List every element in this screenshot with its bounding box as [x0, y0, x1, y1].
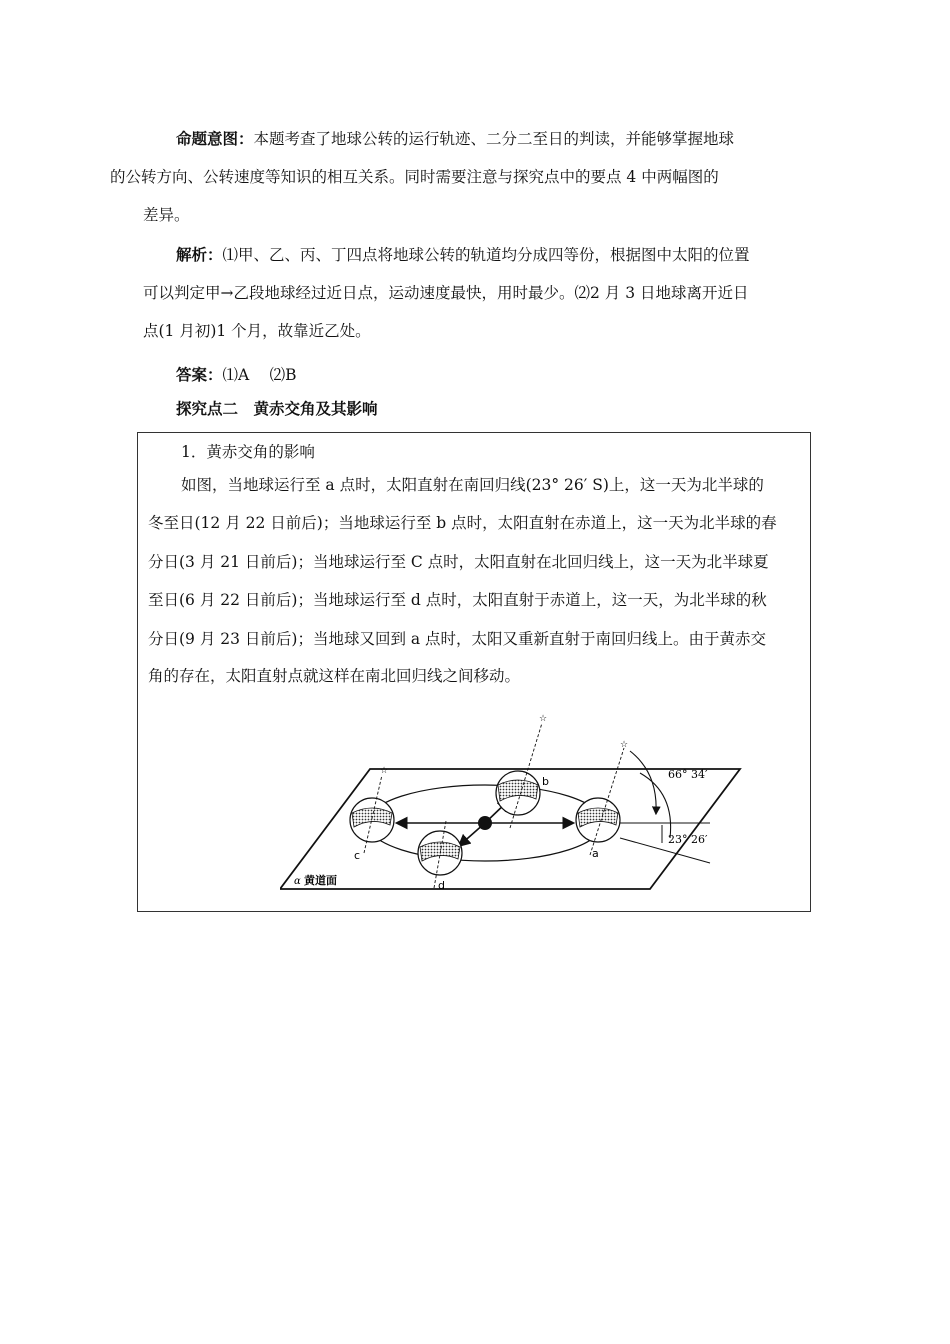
box-line-3: 分日(3 月 21 日前后)；当地球运行至 C 点时，太阳直射在北回归线上，这一天为北半球夏 [148, 553, 769, 571]
intent-label: 命题意图： [176, 130, 254, 148]
answer-line [143, 356, 808, 394]
plane-label: 黄道面 [304, 874, 337, 887]
intent-paragraph [110, 120, 808, 234]
box-line-5: 分日(9 月 23 日前后)；当地球又回到 a 点时，太阳又重新直射于南回归线上。由于黄赤交 [148, 630, 767, 648]
ecliptic-diagram [280, 713, 820, 908]
earth-c [350, 766, 394, 853]
answer-label: 答案： [176, 366, 223, 384]
analysis-line-3: 点(1 月初)1 个月，故靠近乙处。 [143, 322, 371, 340]
box-line-2: 冬至日(12 月 22 日前后)；当地球运行至 b 点时，太阳直射在赤道上，这一天为北半球的春 [148, 514, 777, 532]
plane-alpha: α [294, 876, 301, 887]
label-a: a [592, 847, 599, 860]
angle-arc-outer [640, 773, 671, 838]
intent-line-3: 差异。 [143, 206, 190, 224]
box-heading: 1．黄赤交角的影响 [181, 443, 315, 461]
svg-text:☆: ☆ [380, 766, 389, 776]
svg-text:☆: ☆ [539, 714, 548, 724]
intent-line-1: 本题考查了地球公转的运行轨迹、二分二至日的判读，并能够掌握地球 [253, 130, 735, 148]
sun-dot [478, 816, 492, 830]
angle-top-label: 66° 34′ [668, 768, 708, 781]
analysis-line-1: ⑴甲、乙、丙、丁四点将地球公转的轨道均分成四等份，根据图中太阳的位置 [222, 246, 750, 264]
content-box [137, 432, 811, 912]
box-line-4: 至日(6 月 22 日前后)；当地球运行至 d 点时，太阳直射于赤道上，这一天，为北半球的秋 [148, 591, 767, 609]
label-d: d [438, 879, 445, 892]
section-title: 探究点二 黄赤交角及其影响 [176, 400, 378, 418]
box-line-6: 角的存在，太阳直射点就这样在南北回归线之间移动。 [148, 667, 521, 685]
analysis-line-2: 可以判定甲→乙段地球经过近日点，运动速度最快，用时最少。⑵2 月 3 日地球离开近日 [143, 284, 749, 302]
earth-b [496, 714, 547, 828]
analysis-paragraph [143, 236, 808, 350]
box-line-1: 如图，当地球运行至 a 点时，太阳直射在南回归线(23° 26′ S)上，这一天为北半球的 [181, 476, 764, 494]
earth-d [418, 821, 462, 888]
svg-text:☆: ☆ [620, 740, 629, 750]
analysis-label: 解析： [176, 246, 223, 264]
label-c: c [354, 849, 361, 862]
answer-text: ⑴A ⑵B [222, 366, 297, 384]
intent-line-2: 的公转方向、公转速度等知识的相互关系。同时需要注意与探究点中的要点 4 中两幅图的 [110, 168, 719, 186]
angle-bottom-label: 23° 26′ [668, 833, 708, 846]
label-b: b [542, 775, 549, 788]
